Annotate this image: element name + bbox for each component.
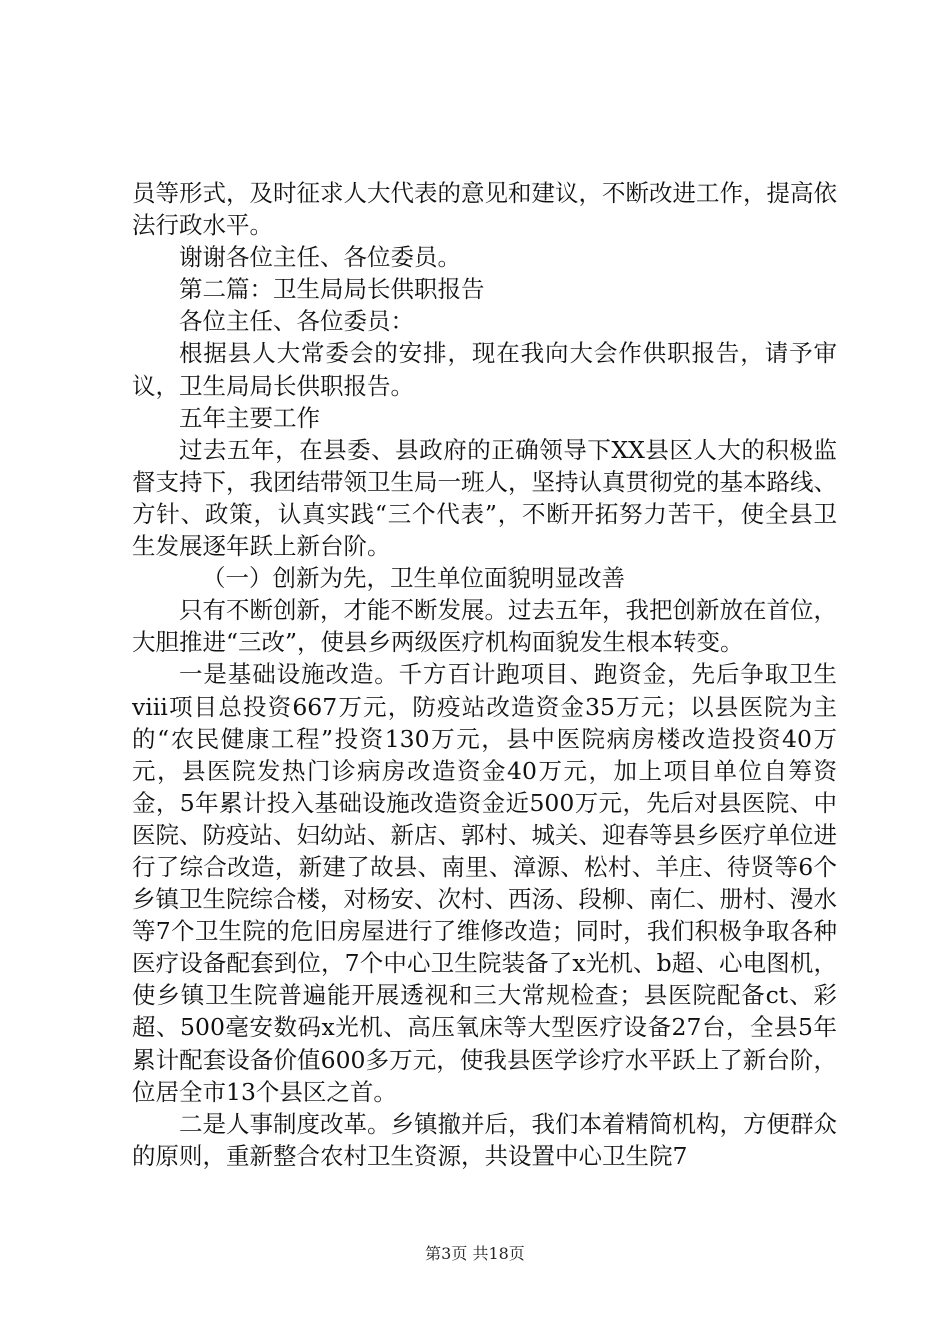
paragraph-thanks: 谢谢各位主任、各位委员。 bbox=[179, 243, 461, 272]
subheading-main-work: 五年主要工作 bbox=[179, 403, 320, 432]
paragraph-intro: 根据县人大常委会的安排，现在我向大会作供职报告，请予审议，卫生局局长供职报告。 bbox=[132, 339, 837, 400]
paragraph-personnel: 二是人事制度改革。乡镇撤并后，我们本着精简机构，方便群众的原则，重新整合农村卫生资源，共设置中心卫生院7 bbox=[132, 1109, 837, 1170]
paragraph-continuation: 员等形式，及时征求人大代表的意见和建议，不断改进工作，提高依法行政水平。 bbox=[132, 179, 837, 240]
paragraph-overview: 过去五年，在县委、县政府的正确领导下XX县区人大的积极监督支持下，我团结带领卫生局一班人，坚持认真贯彻党的基本路线、方针、政策，认真实践“三个代表”，不断开拓努力苦干，使全县卫生发展逐年跃上新台阶。 bbox=[132, 435, 837, 561]
section-heading: 第二篇：卫生局局长供职报告 bbox=[179, 275, 485, 304]
document-body bbox=[132, 177, 837, 1172]
subheading-innovation: （一）创新为先，卫生单位面貌明显改善 bbox=[202, 564, 625, 593]
page-number-footer: 第3页 共18页 bbox=[425, 1244, 525, 1263]
paragraph-innovation: 只有不断创新，才能不断发展。过去五年，我把创新放在首位，大胆推进“三改”，使县乡两级医疗机构面貌发生根本转变。 bbox=[132, 596, 837, 657]
salutation: 各位主任、各位委员： bbox=[179, 307, 414, 336]
paragraph-infrastructure: 一是基础设施改造。千方百计跑项目、跑资金，先后争取卫生ⅷ项目总投资667万元，防疫站改造资金35万元；以县医院为主的“农民健康工程”投资130万元，县中医院病房楼改造投资40万元，县医院发热门诊病房改造资金40万元，加上项目单位自筹资金，5年累计投入基础设施改造资金近500万元，先后对县医院、中医院、防疫站、妇幼站、新店、郭村、城关、迎春等县乡医疗单位进行了综合改造，新建了故县、南里、漳源、松村、羊庄、待贤等6个乡镇卫生院综合楼，对杨安、次村、西汤、段柳、南仁、册村、漫水等7个卫生院的危旧房屋进行了维修改造；同时，我们积极争取各种医疗设备配套到位，7个中心卫生院装备了x光机、b超、心电图机，使乡镇卫生院普遍能开展透视和三大常规检查；县医院配备ct、彩超、500毫安数码x光机、高压氧床等大型医疗设备27台，全县5年累计配套设备价值600多万元，使我县医学诊疗水平跃上了新台阶，位居全市13个县区之首。 bbox=[132, 660, 837, 1106]
